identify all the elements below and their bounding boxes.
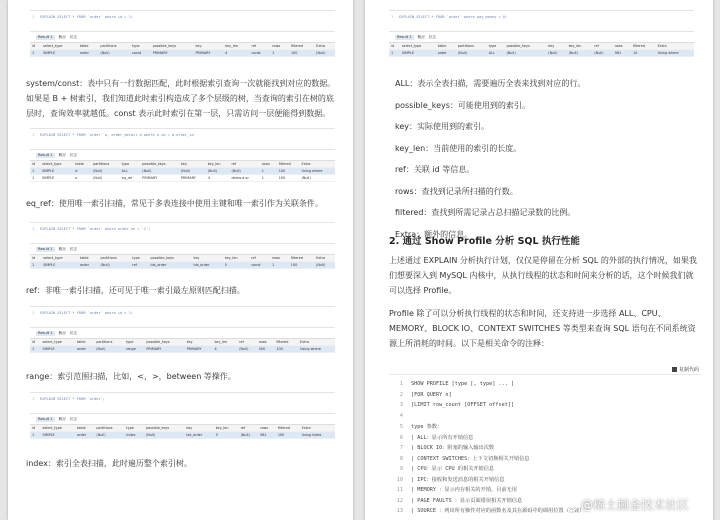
code-text: | SOURCE ：列出所有操作对应的函数名及其在源码中的调用位置（行数） (411, 508, 585, 514)
table-cell: 100 (276, 432, 300, 439)
result-tab[interactable]: Result 1 (38, 153, 53, 157)
table-cell: d (73, 168, 91, 175)
sql-query (30, 128, 335, 150)
field-description: ALL：表示全表扫描，需要遍历全表来找到对应的行。 (395, 79, 586, 88)
result-tab[interactable]: Result 1 (38, 417, 53, 421)
column-header: ref (592, 43, 612, 50)
table-cell: (Null) (237, 346, 257, 353)
result-tabs (389, 32, 694, 43)
table-cell: order (436, 50, 456, 57)
column-header: key (192, 255, 223, 262)
line-number: 1 (399, 381, 403, 387)
sql-text: EXPLAIN SELECT * FROM `order` where id > 1; (40, 311, 134, 315)
sql-query (30, 10, 335, 32)
table-cell: (Null) (592, 50, 612, 57)
sql-result-screenshot (30, 222, 335, 269)
result-tab[interactable]: 状态 (69, 35, 77, 39)
table-cell: const (250, 50, 271, 57)
table-cell: idx_order (149, 262, 192, 269)
copy-code-button[interactable] (672, 366, 699, 373)
column-header: rows (270, 255, 289, 262)
section-heading: 2. 通过 Show Profile 分析 SQL 执行性能 (389, 236, 580, 247)
column-header: id (30, 425, 41, 432)
code-line (389, 507, 584, 514)
table-cell: (Null) (98, 50, 130, 57)
table-cell: (Null) (239, 432, 259, 439)
left-page (8, 0, 353, 520)
table-row[interactable] (30, 175, 335, 182)
code-text: | CONTEXT SWITCHES：上下文切换相关开销信息 (411, 455, 530, 462)
table-cell: Using index (300, 432, 335, 439)
table-cell: (Null) (504, 50, 546, 57)
explain-result-table (30, 255, 335, 269)
table-row[interactable] (30, 168, 335, 175)
column-header: possible_keys (144, 425, 184, 432)
code-line (389, 497, 522, 504)
table-cell: PRIMARY (179, 175, 206, 182)
column-header: type (130, 43, 151, 50)
table-cell: (Null) (314, 262, 335, 269)
column-header: key_len (214, 425, 239, 432)
table-cell: demo.d.or (230, 175, 260, 182)
table-cell: (Null) (456, 50, 487, 57)
column-header: key_len (206, 161, 230, 168)
column-header: possible_keys (504, 43, 546, 50)
table-cell: 1 (270, 50, 289, 57)
table-cell: (Null) (94, 432, 124, 439)
code-text: type 参数： (411, 424, 443, 430)
sql-query (30, 222, 335, 244)
code-line (389, 486, 517, 493)
code-line (389, 444, 494, 451)
table-cell: order (78, 50, 98, 57)
table-cell: PRIMARY (140, 175, 179, 182)
table-cell: 981 (258, 432, 276, 439)
line-number: 12 (396, 497, 403, 504)
field-description: rows：查找到记录所扫描的行数。 (395, 186, 518, 196)
paragraph-range: range：索引范围扫描，比如，<，>，between 等操作。 (26, 372, 236, 381)
table-cell: PRIMARY (144, 346, 184, 353)
table-cell: order (78, 262, 99, 269)
column-header: key_len (212, 339, 237, 346)
code-line (389, 434, 473, 441)
result-tab[interactable]: Result 1 (397, 35, 412, 39)
column-header: Extra (299, 161, 335, 168)
sql-query (389, 10, 694, 32)
table-cell: 500 (257, 346, 275, 353)
code-line (389, 465, 494, 472)
line-number: 1 (32, 15, 35, 19)
copy-code-label: 复制代码 (679, 367, 700, 373)
result-tabs (30, 414, 335, 425)
table-cell: ALL (487, 50, 505, 57)
paragraph-index: index：索引全表扫描，此时遍历整个索引树。 (26, 459, 192, 468)
table-cell: index (124, 432, 144, 439)
table-cell: idx_order (192, 262, 223, 269)
watermark (566, 496, 689, 513)
table-cell: (Null) (179, 168, 206, 175)
line-number: 1 (32, 311, 35, 315)
sql-text: EXPLAIN SELECT * FROM `order` where id = 1; (40, 15, 134, 19)
line-number: 6 (399, 434, 403, 441)
column-header: rows (257, 339, 275, 346)
code-line (389, 392, 452, 398)
table-cell: 4 (206, 175, 230, 182)
table-cell: (Null) (567, 50, 593, 57)
column-header: table (436, 43, 456, 50)
sql-text: EXPLAIN SELECT * FROM `order` where order_no = '1'; (40, 227, 151, 231)
column-header: possible_keys (140, 161, 179, 168)
line-number: 3 (399, 402, 403, 408)
code-line (389, 413, 411, 419)
explain-result-table (30, 339, 335, 353)
column-header: filtered (274, 339, 298, 346)
line-number: 8 (399, 455, 403, 462)
code-line (389, 402, 514, 408)
table-cell: order (75, 432, 94, 439)
result-tab[interactable]: 状态 (69, 417, 77, 421)
table-cell: ALL (120, 168, 141, 175)
column-header: Extra (300, 425, 335, 432)
column-header: type (124, 425, 144, 432)
line-number: 2 (399, 391, 403, 398)
table-cell: SIMPLE (40, 168, 73, 175)
column-header: rows (258, 425, 276, 432)
table-cell: (Null) (206, 168, 230, 175)
code-text: [FOR QUERY n] (411, 391, 452, 398)
table-cell: PRIMARY (194, 50, 224, 57)
column-header: select_type (40, 339, 74, 346)
code-line (389, 455, 529, 462)
table-cell: 100 (289, 50, 314, 57)
column-header: table (73, 161, 91, 168)
watermark-text: @稀土掘金技术社区 (581, 498, 690, 512)
code-text: | PAGE FAULTS ：显示页面错误相关开销信息 (411, 497, 523, 504)
column-header: filtered (289, 43, 314, 50)
field-description: key：实际使用到的索引。 (395, 122, 490, 131)
column-header: possible_keys (151, 43, 194, 50)
column-header: id (30, 161, 40, 168)
result-tab[interactable]: 概况 (417, 35, 425, 39)
table-cell: 5 (214, 432, 239, 439)
table-cell: range (124, 346, 144, 353)
table-cell: PRIMARY (151, 50, 194, 57)
table-cell: SIMPLE (40, 346, 74, 353)
table-cell: (Null) (546, 50, 566, 57)
table-cell: 1 (30, 346, 40, 353)
sql-text: EXPLAIN SELECT * FROM `order` where pay_money = 0; (399, 15, 508, 19)
table-row[interactable] (389, 50, 694, 57)
sql-result-screenshot (30, 306, 335, 353)
column-header: ref (239, 425, 259, 432)
code-text: [LIMIT row_count [OFFSET offset]] (411, 402, 515, 408)
column-header: ref (249, 255, 270, 262)
table-cell: const (249, 262, 270, 269)
column-header: partitions (98, 43, 130, 50)
line-number: 5 (399, 424, 403, 430)
explain-result-table (30, 161, 335, 182)
juejin-logo-icon (566, 499, 578, 511)
table-cell: 1 (30, 262, 41, 269)
column-header: ref (230, 161, 260, 168)
field-description: Extra：额外的信息。 (395, 229, 473, 239)
table-cell: (Null) (94, 346, 124, 353)
line-number: 1 (32, 133, 35, 137)
column-header: table (78, 43, 98, 50)
result-tabs (30, 150, 335, 161)
copy-icon (672, 367, 677, 372)
table-cell: SIMPLE (40, 175, 73, 182)
column-header: possible_keys (144, 339, 184, 346)
line-number: 13 (396, 508, 403, 514)
column-header: id (30, 255, 41, 262)
column-header: Extra (298, 339, 335, 346)
column-header: filtered (289, 255, 314, 262)
result-tab[interactable]: 概况 (58, 247, 66, 251)
table-cell: Using where (299, 168, 335, 175)
code-line (389, 476, 504, 483)
line-number: 10 (396, 476, 403, 483)
result-tab[interactable]: 状态 (69, 153, 77, 157)
result-tabs (30, 32, 335, 43)
table-cell: idx_order (184, 432, 213, 439)
sql-result-screenshot (389, 10, 694, 57)
sql-text: EXPLAIN SELECT * FROM `order` o, order_detail d where o.id = d.order_id (40, 133, 194, 137)
table-row[interactable] (30, 432, 335, 439)
table-cell: (Null) (314, 50, 335, 57)
column-header: id (30, 339, 40, 346)
column-header: key (184, 425, 213, 432)
sql-query (30, 392, 335, 414)
table-cell: (Null) (91, 175, 120, 182)
table-cell: (Null) (299, 175, 335, 182)
table-cell: Using where (298, 346, 335, 353)
column-header: select_type (41, 425, 76, 432)
column-header: filtered (631, 43, 656, 50)
table-cell: SIMPLE (400, 50, 436, 57)
table-cell: SIMPLE (41, 50, 78, 57)
table-cell: 1 (389, 50, 400, 57)
table-cell: 981 (613, 50, 631, 57)
table-cell: SIMPLE (41, 262, 78, 269)
field-description: key_len：当前使用的索引的长度。 (395, 143, 522, 153)
table-cell: 4 (212, 346, 237, 353)
table-cell: (Null) (140, 168, 179, 175)
table-cell: (Null) (99, 262, 131, 269)
column-header: table (75, 425, 94, 432)
column-header: key (185, 339, 213, 346)
explain-result-table (389, 43, 694, 57)
paragraph-eq-ref: eq_ref：使用唯一索引扫描，常见于多表连接中使用主键和唯一索引作为关联条件。 (26, 199, 323, 208)
result-tab[interactable]: 概况 (58, 35, 66, 39)
table-cell: SIMPLE (41, 432, 76, 439)
table-cell: 1 (30, 168, 40, 175)
line-number: 11 (396, 487, 403, 493)
column-header: type (487, 43, 505, 50)
column-header: table (78, 255, 99, 262)
table-cell: (Null) (230, 168, 260, 175)
result-tab[interactable]: 状态 (69, 331, 77, 335)
code-line (389, 381, 514, 387)
table-cell: order (75, 346, 94, 353)
paragraph-profile-types: Profile 除了可以分析执行线程的状态和时间，还支持进一步选择 ALL、CPU、MEMORY、BLOCK IO、CONTEXT SWITCHES 等类型来查询 SQL 语句在不同系统资源上所消耗的时间。以下是相关命令的注释： (389, 309, 696, 348)
result-tab[interactable]: 概况 (58, 417, 66, 421)
column-header: partitions (94, 339, 124, 346)
column-header: key (179, 161, 206, 168)
result-tab[interactable]: 状态 (69, 247, 77, 251)
result-tabs (30, 244, 335, 255)
table-cell: 5 (223, 262, 249, 269)
table-row[interactable] (30, 262, 335, 269)
column-header: key (546, 43, 566, 50)
column-header: key (194, 43, 224, 50)
result-tab[interactable]: 状态 (428, 35, 436, 39)
line-number: 1 (32, 397, 35, 401)
result-tab[interactable]: Result 1 (38, 35, 53, 39)
table-cell: 100 (289, 262, 314, 269)
table-cell: 1 (30, 50, 41, 57)
table-cell: 10 (631, 50, 656, 57)
code-text: | IPC：接收和发送消息的相关开销信息 (411, 476, 505, 483)
table-cell: 1 (30, 175, 40, 182)
column-header: id (389, 43, 400, 50)
table-row[interactable] (30, 50, 335, 57)
field-description: ref：关联 id 等信息。 (395, 165, 475, 174)
code-text: | ALL：显示所有开销信息 (411, 434, 474, 441)
paragraph-profile-intro: 上述通过 EXPLAIN 分析执行计划，仅仅是停留在分析 SQL 的外部的执行情况，如果我们想要深入到 MySQL 内核中，从执行线程的状态和时间来分析的话，这个时候我们就可以选择 Profile。 (389, 256, 697, 295)
column-header: type (124, 339, 144, 346)
table-cell: (Null) (91, 168, 120, 175)
paragraph-ref: ref：非唯一索引扫描，还可见于唯一索引最左原则匹配扫描。 (26, 286, 245, 295)
column-header: rows (270, 43, 289, 50)
sql-query (30, 306, 335, 328)
column-header: type (120, 161, 141, 168)
column-header: ref (237, 339, 257, 346)
result-tabs (30, 328, 335, 339)
table-cell: (Null) (144, 432, 184, 439)
table-cell: Using where (656, 50, 694, 57)
column-header: Extra (656, 43, 694, 50)
table-cell: 100 (274, 346, 298, 353)
column-header: ref (250, 43, 271, 50)
explain-result-table (30, 425, 335, 439)
column-header: partitions (456, 43, 487, 50)
column-header: partitions (94, 425, 124, 432)
table-cell: 1 (260, 175, 277, 182)
table-cell: 1 (260, 168, 277, 175)
column-header: possible_keys (149, 255, 192, 262)
sql-text: EXPLAIN SELECT * FROM `order`; (40, 397, 105, 401)
column-header: rows (260, 161, 277, 168)
table-cell: PRIMARY (185, 346, 213, 353)
table-cell: ref (130, 262, 148, 269)
column-header: key_len (223, 255, 249, 262)
line-number: 1 (391, 15, 394, 19)
result-tab[interactable]: 概况 (58, 153, 66, 157)
column-header: select_type (41, 255, 78, 262)
column-header: partitions (91, 161, 120, 168)
code-text: | BLOCK IO：阻塞的输入输出次数 (411, 445, 495, 451)
column-header: filtered (277, 161, 300, 168)
column-header: Extra (314, 255, 335, 262)
explain-result-table (30, 43, 335, 57)
column-header: partitions (99, 255, 131, 262)
code-text: | MEMORY ：显示内存相关的开销，目前无用 (411, 487, 517, 493)
field-description: filtered：查找到所需记录占总扫描记录数的比例。 (395, 208, 576, 217)
code-line (389, 423, 442, 430)
table-cell: eq_ref (120, 175, 141, 182)
table-cell: 1 (30, 432, 41, 439)
table-cell: o (73, 175, 91, 182)
table-cell: 100 (277, 168, 300, 175)
field-description: possible_keys：可能使用到的索引。 (395, 100, 530, 110)
column-header: key_len (567, 43, 593, 50)
column-header: select_type (400, 43, 436, 50)
column-header: rows (613, 43, 631, 50)
table-cell: 100 (277, 175, 300, 182)
table-cell: 1 (270, 262, 289, 269)
column-header: type (130, 255, 148, 262)
line-number: 4 (399, 412, 403, 419)
table-cell: const (130, 50, 151, 57)
column-header: select_type (41, 43, 78, 50)
table-cell: 4 (223, 50, 249, 57)
paragraph-const: system/const：表中只有一行数据匹配，此时根据索引查询一次就能找到对应的数据。如果是 B + 树索引，我们知道此时索引构造成了多个层级的树，当查询的索引在树的底层时，查询效率就越低。const 表示此时索引在第一层，只需访问一层便能得到数据。 (26, 79, 336, 118)
code-text: SHOW PROFILE [type [, type] ... ] (411, 381, 515, 387)
table-row[interactable] (30, 346, 335, 353)
line-number: 1 (32, 227, 35, 231)
sql-result-screenshot (30, 392, 335, 439)
column-header: filtered (276, 425, 300, 432)
column-header: id (30, 43, 41, 50)
column-header: select_type (40, 161, 73, 168)
sql-result-screenshot (30, 10, 335, 57)
right-page (365, 0, 713, 520)
column-header: key_len (223, 43, 249, 50)
result-tab[interactable]: 概况 (58, 331, 66, 335)
column-header: table (75, 339, 94, 346)
result-tab[interactable]: Result 1 (38, 331, 53, 335)
sql-result-screenshot (30, 128, 335, 182)
result-tab[interactable]: Result 1 (38, 247, 53, 251)
code-text: | CPU：显示 CPU 的相关开销信息 (411, 466, 495, 472)
line-number: 7 (399, 445, 403, 451)
line-number: 9 (399, 466, 403, 472)
column-header: Extra (314, 43, 335, 50)
